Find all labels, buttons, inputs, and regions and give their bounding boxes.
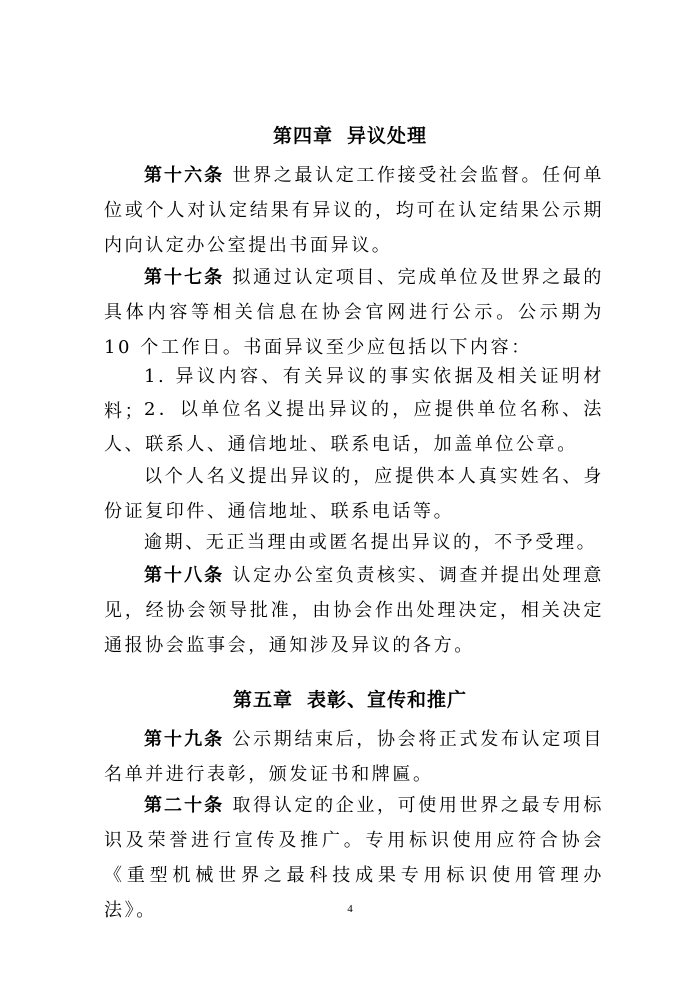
article-17-label: 第十七条 <box>144 267 225 288</box>
article-20-label: 第二十条 <box>144 795 225 816</box>
list-item-4: 逾期、无正当理由或匿名提出异议的，不予受理。 <box>144 532 598 553</box>
article-17 <box>104 260 604 365</box>
article-19-label: 第十九条 <box>144 729 225 750</box>
chapter-4-heading <box>0 124 700 148</box>
page-number: 4 <box>347 903 353 915</box>
article-20-text: 取得认定的企业，可使用世界之最专用标识及荣誉进行宣传及推广。专用标识使用应符合协会《重型机械世界之最科技成果专用标识使用管理办法》。 <box>104 795 604 921</box>
list-item-1: 1. 异议内容、有关异议的事实依据及相关证明材料； <box>104 366 604 422</box>
article-16-label: 第十六条 <box>144 165 225 186</box>
chapter-4-number: 第四章 <box>272 125 333 147</box>
chapter-5-number: 第五章 <box>232 689 293 711</box>
article-18-label: 第十八条 <box>144 565 225 586</box>
chapter-5-title: 表彰、宣传和推广 <box>307 689 468 711</box>
article-17-text: 拟通过认定项目、完成单位及世界之最的具体内容等相关信息在协会官网进行公示。公示期为 10 个工作日。书面异议至少应包括以下内容： <box>104 267 604 358</box>
article-18-text: 认定办公室负责核实、调查并提出处理意见，经协会领导批准，由协会作出处理决定，相关决定通报协会监事会，通知涉及异议的各方。 <box>104 565 604 656</box>
article-16-text: 世界之最认定工作接受社会监督。任何单位或个人对认定结果有异议的，均可在认定结果公示期内向认定办公室提出书面异议。 <box>104 165 604 256</box>
chapter-5-heading <box>0 688 700 712</box>
list-item-3: 以个人名义提出异议的，应提供本人真实姓名、身份证复印件、通信地址、联系电话等。 <box>104 466 604 522</box>
article-19-text: 公示期结束后，协会将正式发布认定项目名单并进行表彰，颁发证书和牌匾。 <box>104 729 604 785</box>
article-19 <box>104 722 604 792</box>
article-16 <box>104 158 604 263</box>
article-18 <box>104 558 604 663</box>
chapter-4-title: 异议处理 <box>347 125 428 147</box>
list-item-2: 2．以单位名义提出异议的，应提供单位名称、法人、联系人、通信地址、联系电话，加盖单位公章。 <box>104 399 604 455</box>
